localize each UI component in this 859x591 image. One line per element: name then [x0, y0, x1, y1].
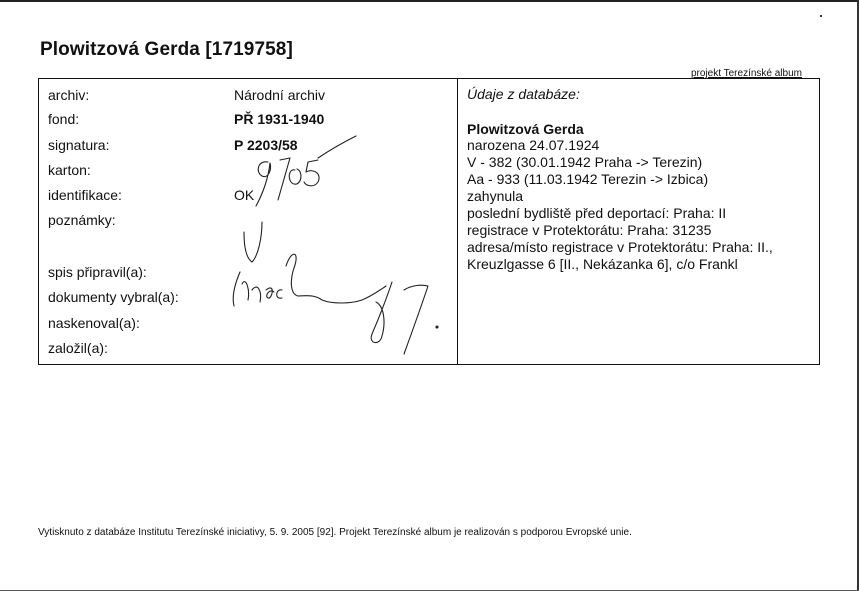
- label-fond: fond:: [48, 111, 80, 127]
- detail-transport-2: Aa - 933 (11.03.1942 Terezin -> Izbica): [467, 171, 709, 187]
- detail-fate: zahynula: [467, 188, 524, 204]
- label-identifikace: identifikace:: [48, 187, 122, 203]
- value-signatura: P 2203/58: [234, 137, 298, 153]
- record-title: Plowitzová Gerda [1719758]: [40, 39, 293, 60]
- value-archiv: Národní archiv: [234, 87, 326, 103]
- handwritten-signature: [233, 254, 386, 306]
- footer-note: Vytisknuto z databáze Institutu Terezínské iniciativy, 5. 9. 2005 [92]. Projekt Terezínské album je realizován s podporou Evropské unie.: [38, 527, 632, 538]
- label-karton: karton:: [48, 162, 91, 178]
- database-person-name: Plowitzová Gerda: [467, 121, 584, 137]
- handwritten-karton-number: [256, 162, 271, 206]
- project-label: projekt Terezínské album: [691, 68, 802, 79]
- detail-registration-address: adresa/místo registrace v Protektorátu: Praha: II.,: [467, 239, 773, 255]
- database-heading: Údaje z databáze:: [467, 86, 580, 102]
- label-dokumenty-vybral: dokumenty vybral(a):: [48, 289, 179, 305]
- label-naskenoval: naskenoval(a):: [48, 315, 140, 331]
- detail-street-address: Kreuzlgasse 6 [II., Nekázanka 6], c/o Frankl: [467, 256, 738, 272]
- label-poznamky: poznámky:: [48, 212, 116, 228]
- detail-last-residence: poslední bydliště před deportací: Praha: II: [467, 205, 727, 221]
- value-identifikace: OK: [234, 187, 255, 203]
- label-archiv: archiv:: [48, 87, 90, 103]
- value-fond: PŘ 1931-1940: [234, 111, 325, 127]
- detail-registration: registrace v Protektorátu: Praha: 31235: [467, 222, 712, 238]
- label-spis-pripravil: spis připravil(a):: [48, 264, 147, 280]
- detail-birth: narozena 24.07.1924: [467, 137, 600, 153]
- handwritten-checkmark: [244, 222, 262, 262]
- label-zalozil: založil(a):: [48, 340, 108, 356]
- label-signatura: signatura:: [48, 137, 110, 153]
- detail-transport-1: V - 382 (30.01.1942 Praha -> Terezin): [467, 154, 703, 170]
